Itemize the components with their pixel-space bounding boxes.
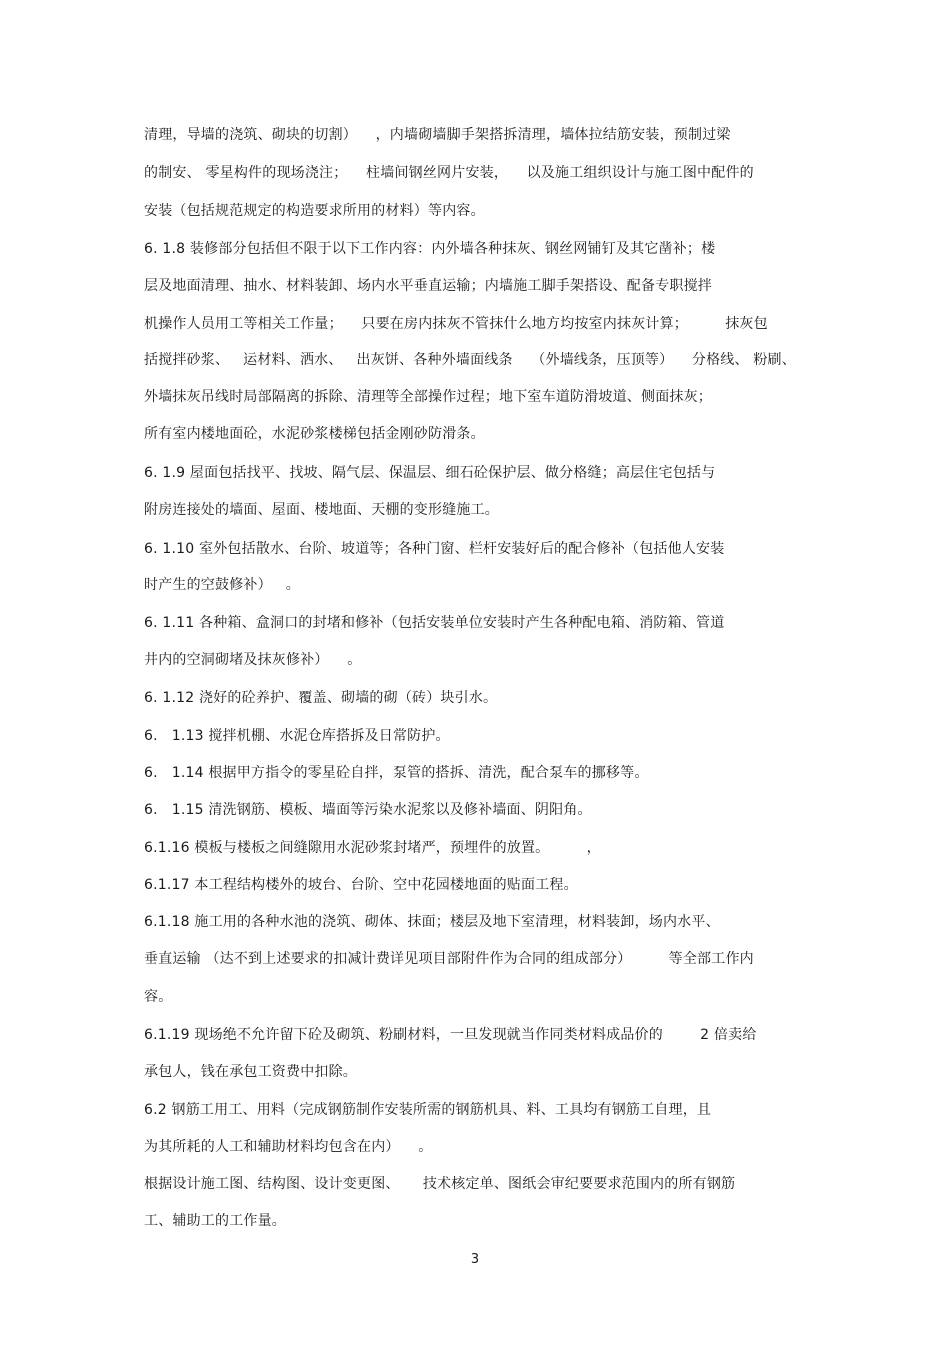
text-line: 井内的空洞砌堵及抹灰修补） 。 bbox=[144, 652, 362, 668]
text-line: 附房连接处的墙面、屋面、楼地面、天棚的变形缝施工。 bbox=[144, 502, 499, 518]
text-line: 安装（包括规范规定的构造要求所用的材料）等内容。 bbox=[144, 203, 485, 219]
text-line: 的制安、 零星构件的现场浇注； 柱墙间钢丝网片安装， 以及施工组织设计与施工图中配件的 bbox=[144, 165, 754, 181]
text-line: 根据设计施工图、结构图、设计变更图、 技术核定单、图纸会审纪要要求范围内的所有钢筋 bbox=[144, 1176, 736, 1192]
text-line: 垂直运输 （达不到上述要求的扣减计费详见项目部附件作为合同的组成部分） 等全部工作内 bbox=[144, 951, 754, 967]
text-line: 工、辅助工的工作量。 bbox=[144, 1213, 286, 1229]
text-line: 6. 1.12 浇好的砼养护、覆盖、砌墙的砌（砖）块引水。 bbox=[144, 690, 498, 706]
text-line: 6. 1.9 屋面包括找平、找坡、隔气层、保温层、细石砼保护层、做分格缝；高层住宅包括与 bbox=[144, 465, 716, 481]
text-line: 6. 1.10 室外包括散水、台阶、坡道等；各种门窗、栏杆安装好后的配合修补（包括他人安装 bbox=[144, 541, 725, 557]
text-line: 6.1.16 模板与楼板之间缝隙用水泥砂浆封堵严，预埋件的放置。 ， bbox=[144, 840, 601, 856]
text-line: 承包人，钱在承包工资费中扣除。 bbox=[144, 1064, 357, 1080]
text-line: 6.1.19 现场绝不允许留下砼及砌筑、粉刷材料，一旦发现就当作同类材料成品价的 2 倍卖给 bbox=[144, 1027, 757, 1043]
text-line: 时产生的空鼓修补） 。 bbox=[144, 577, 300, 593]
text-line: 外墙抹灰吊线时局部隔离的拆除、清理等全部操作过程；地下室车道防滑坡道、侧面抹灰； bbox=[144, 389, 712, 405]
text-line: 清理，导墙的浇筑、砌块的切割） ，内墙砌墙脚手架搭拆清理，墙体拉结筋安装，预制过梁 bbox=[144, 127, 731, 143]
text-line: 机操作人员用工等相关工作量； 只要在房内抹灰不管抹什么地方均按室内抹灰计算； 抹灰包 bbox=[144, 316, 768, 332]
text-line: 6.1.17 本工程结构楼外的坡台、台阶、空中花园楼地面的贴面工程。 bbox=[144, 877, 578, 893]
text-line: 6.2 钢筋工用工、用料（完成钢筋制作安装所需的钢筋机具、料、工具均有钢筋工自理，且 bbox=[144, 1102, 712, 1118]
text-line: 括搅拌砂浆、 运材料、洒水、 出灰饼、各种外墙面线条 （外墙线条，压顶等） 分格线、 粉刷、 bbox=[144, 352, 796, 368]
text-line: 为其所耗的人工和辅助材料均包含在内） 。 bbox=[144, 1139, 433, 1155]
text-line: 6.1.18 施工用的各种水池的浇筑、砌体、抹面；楼层及地下室清理，材料装卸，场内水平、 bbox=[144, 914, 720, 930]
text-line: 层及地面清理、抽水、材料装卸、场内水平垂直运输；内墙施工脚手架搭设、配备专职搅拌 bbox=[144, 278, 712, 294]
text-line: 6. 1.14 根据甲方指令的零星砼自拌，泵管的搭拆、清洗，配合泵车的挪移等。 bbox=[144, 765, 649, 781]
page-number: 3 bbox=[470, 1252, 480, 1267]
text-line: 6. 1.13 搅拌机棚、水泥仓库搭拆及日常防护。 bbox=[144, 728, 450, 744]
text-line: 6. 1.11 各种箱、盒洞口的封堵和修补（包括安装单位安装时产生各种配电箱、消防箱、管道 bbox=[144, 615, 725, 631]
text-line: 所有室内楼地面砼，水泥砂浆楼梯包括金刚砂防滑条。 bbox=[144, 426, 485, 442]
text-line: 6. 1.8 装修部分包括但不限于以下工作内容：内外墙各种抹灰、钢丝网铺钉及其它凿补；楼 bbox=[144, 241, 716, 257]
text-line: 6. 1.15 清洗钢筋、模板、墙面等污染水泥浆以及修补墙面、阴阳角。 bbox=[144, 802, 592, 818]
text-line: 容。 bbox=[144, 989, 173, 1005]
